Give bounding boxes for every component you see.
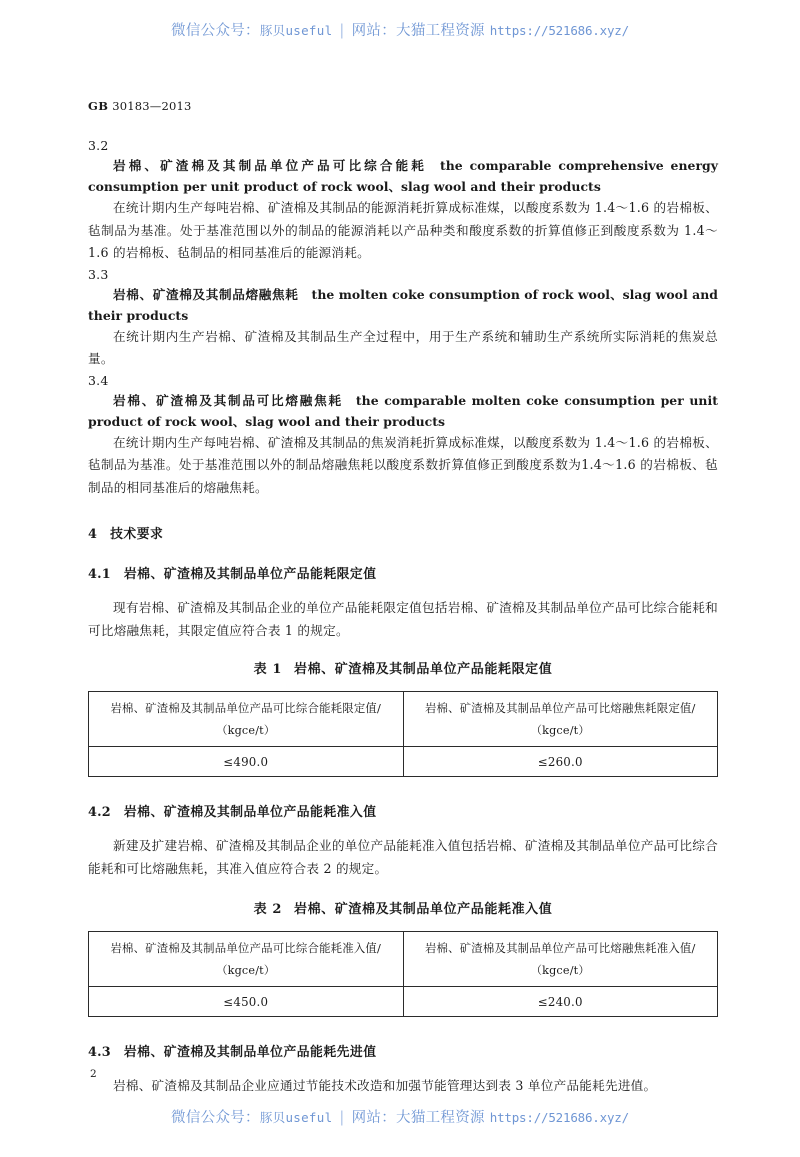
table-2-unit-1: （kgce/t） [216,963,276,977]
table-2-unit-2: （kgce/t） [530,963,590,977]
section-heading-4-2 [88,803,718,823]
table-1-header-cell-1 [89,692,404,747]
clause-number-3-3: 3.3 [88,266,109,282]
standard-number: 30183—2013 [112,99,192,113]
section-number-4: 4 [88,527,98,542]
section-title-4-2: 岩棉、矿渣棉及其制品单位产品能耗准入值 [123,805,377,820]
section-heading-4-3 [88,1043,718,1063]
table-2-header-text-1: 岩棉、矿渣棉及其制品单位产品可比综合能耗准入值/ [110,940,382,955]
watermark-wechat-name: 豚贝useful [259,23,333,38]
section-number-4-3: 4.3 [88,1045,111,1060]
clause-body-3-2: 在统计期内生产每吨岩棉、矿渣棉及其制品的能源消耗折算成标准煤，以酸度系数为 1.4～1.6 的岩棉板、毡制品为基准。处于基准范围以外的制品的能源消耗以产品种类和酸度系数的折算值修正到酸度系数为 1.4～1.6 的岩棉板、毡制品的相同基准后的能源消耗。 [88,200,718,260]
watermark-separator: | [339,23,345,39]
table-2-value-cell-2: ≤240.0 [403,987,718,1017]
table-1-value-cell-2: ≤260.0 [403,747,718,777]
clause-body-3-4: 在统计期内生产每吨岩棉、矿渣棉及其制品的焦炭消耗折算成标准煤，以酸度系数为 1.4～1.6 的岩棉板、毡制品为基准。处于基准范围以外的制品熔融焦耗以酸度系数折算值修正到酸度系数为1.4～1.6 的岩棉板、毡制品的相同基准后的熔融焦耗。 [88,434,718,495]
table-2-header-cell-1 [89,932,404,987]
table-1-title: 岩棉、矿渣棉及其制品单位产品能耗限定值 [293,662,553,677]
section-body-4-3: 岩棉、矿渣棉及其制品企业应通过节能技术改造和加强节能管理达到表 3 单位产品能耗先进值。 [113,1078,657,1093]
table-2-value-row [89,987,718,1017]
section-title-4-3: 岩棉、矿渣棉及其制品单位产品能耗先进值 [123,1045,377,1060]
table-2-label: 表 2 [253,902,282,917]
clause-term-3-4 [88,390,718,432]
page-number: 2 [90,1068,97,1080]
clause-number-3-2: 3.2 [88,138,109,153]
term-en-3-2: the comparable comprehensive energy consumption per unit product of rock wool、slag wool and their products [88,158,719,194]
table-2-header-cell-2 [403,932,718,987]
term-cn-3-4: 岩棉、矿渣棉及其制品可比熔融焦耗 [113,392,343,408]
watermark-bottom [0,1106,800,1127]
watermark-site-label-2: 网站： [351,1110,397,1126]
content-flow [88,136,718,1098]
table-1 [88,691,718,777]
standard-identifier [88,99,192,113]
watermark-wechat-name-2: 豚贝useful [259,1110,333,1125]
table-1-caption [88,658,718,677]
table-1-value-row [89,747,718,777]
term-cn-3-3: 岩棉、矿渣棉及其制品熔融焦耗 [113,286,299,302]
table-1-header-text-1: 岩棉、矿渣棉及其制品单位产品可比综合能耗限定值/ [110,700,382,715]
standard-prefix: GB [88,99,109,113]
table-1-header-text-2: 岩棉、矿渣棉及其制品单位产品可比熔融焦耗限定值/ [424,700,696,715]
watermark-wechat-label: 微信公众号： [171,23,260,39]
clause-number-3-4: 3.4 [88,372,109,388]
clause-term-3-2 [88,155,718,197]
table-1-header-row [89,692,718,747]
table-2-title: 岩棉、矿渣棉及其制品单位产品能耗准入值 [293,902,553,917]
section-title-4-1: 岩棉、矿渣棉及其制品单位产品能耗限定值 [123,567,377,582]
section-number-4-1: 4.1 [88,567,111,582]
table-2-header-row [89,932,718,987]
watermark-wechat-label-2: 微信公众号： [171,1110,260,1126]
watermark-separator-2: | [339,1110,345,1126]
section-title-4: 技术要求 [110,527,164,542]
section-heading-4-1 [88,565,718,585]
clause-body-3-3: 在统计期内生产岩棉、矿渣棉及其制品生产全过程中，用于生产系统和辅助生产系统所实际消耗的焦炭总量。 [88,328,718,366]
table-1-value-cell-1: ≤490.0 [89,747,404,777]
term-en-3-3: the molten coke consumption of rock wool、slag wool and their products [88,286,718,323]
section-body-4-1: 现有岩棉、矿渣棉及其制品企业的单位产品能耗限定值包括岩棉、矿渣棉及其制品单位产品可比综合能耗和可比熔融焦耗，其限定值应符合表 1 的规定。 [88,600,718,638]
watermark-site-label: 网站： [351,23,397,39]
table-1-label: 表 1 [253,662,282,677]
watermark-url-2: https://521686.xyz/ [489,1110,629,1125]
table-2-header-text-2: 岩棉、矿渣棉及其制品单位产品可比熔融焦耗准入值/ [424,940,696,955]
table-1-header-cell-2 [403,692,718,747]
table-2-caption [88,898,718,917]
section-heading-4 [88,525,718,545]
term-en-3-4: the comparable molten coke consumption per unit product of rock wool、slag wool and their products [88,392,719,429]
watermark-site-name-2: 大猫工程资源 [396,1110,485,1126]
table-1-unit-1: （kgce/t） [216,723,276,737]
watermark-site-name: 大猫工程资源 [396,23,485,39]
watermark-top [0,19,800,40]
table-2-value-cell-1: ≤450.0 [89,987,404,1017]
watermark-url: https://521686.xyz/ [489,23,629,38]
term-cn-3-2: 岩棉、矿渣棉及其制品单位产品可比综合能耗 [113,158,427,173]
clause-term-3-3 [88,284,718,326]
table-2 [88,931,718,1017]
table-1-unit-2: （kgce/t） [530,723,590,737]
section-number-4-2: 4.2 [88,805,111,820]
section-body-4-2: 新建及扩建岩棉、矿渣棉及其制品企业的单位产品能耗准入值包括岩棉、矿渣棉及其制品单位产品可比综合能耗和可比熔融焦耗，其准入值应符合表 2 的规定。 [88,838,718,876]
